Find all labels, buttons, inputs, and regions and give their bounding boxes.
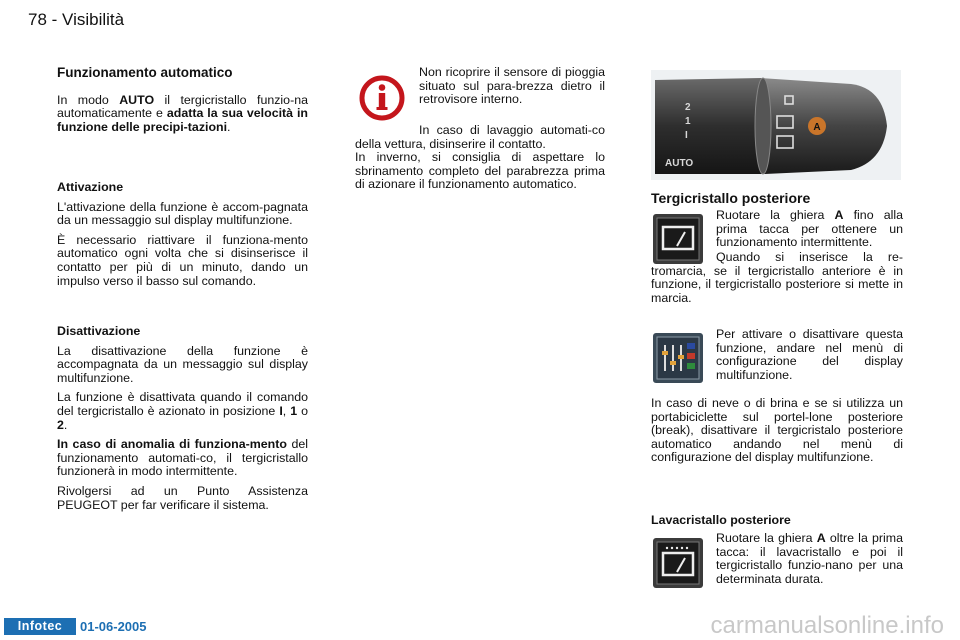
- rear-washer-text: Ruotare la ghiera A oltre la prima tacca: il lavacristallo e poi il tergicristallo funzio-nano per una determinata durata.: [716, 531, 904, 586]
- activation-block: [57, 181, 308, 294]
- deactivation-p4: Rivolgersi ad un Punto Assistenza PEUGEOT per far verificare il sistema.: [57, 483, 308, 512]
- deactivation-p1: La disattivazione della funzione è accompagnata da un messaggio sul display multifunzione.: [57, 343, 308, 385]
- intro-paragraph: In modo AUTO il tergicristallo funzio-na automaticamente e adatta la sua velocità in funzione delle precipi-tazioni.: [57, 92, 309, 134]
- wiper-stalk-image: [651, 70, 901, 180]
- left-column: [57, 66, 308, 140]
- info-icon: [358, 74, 406, 122]
- middle-p2: In caso di lavaggio automati-co della vettura, disinserire il contatto.: [355, 123, 605, 151]
- deactivation-block: [57, 325, 308, 518]
- stalk-label-i: I: [685, 130, 688, 141]
- rear-p1: Ruotare la ghiera A fino alla prima tacca per ottenere un funzionamento intermittente.: [716, 208, 903, 250]
- middle-p1: Non ricoprire il sensore di pioggia situato sul para-brezza dietro il retrovisore interno.: [419, 65, 605, 107]
- config-menu-icon: [653, 333, 703, 383]
- watermark: carmanualsonline.info: [710, 612, 944, 639]
- middle-p3: In inverno, si consiglia di aspettare lo sbrinamento completo del parabrezza prima di azionare il funzionamento automatico.: [355, 150, 605, 192]
- rain-sensor-note: [419, 66, 605, 113]
- page-header: 78 - Visibilità: [28, 10, 125, 29]
- rear-washer-icon: [653, 538, 703, 588]
- snow-note: In caso di neve o di brina e se si utilizza un portabiciclette sul portel-lone posteriore (break), disattivare il tergicristalo posteriore automatico andando nel menù di configurazione del display multifunzione.: [651, 396, 903, 465]
- stalk-label-1: 1: [685, 116, 691, 127]
- deactivation-p2: La funzione è disattivata quando il comando del tergicristallo è azionato in posizione I, 1 o 2.: [57, 390, 308, 432]
- rear-p2: Quando si inserisce la re-tromarcia, se il tergicristallo anteriore è in funzione, il tergicristallo posteriore si mette in marcia.: [651, 250, 903, 305]
- section-title: Visibilità: [62, 10, 125, 29]
- rear-wiper-text: [716, 209, 903, 256]
- stalk-label-auto: AUTO: [665, 158, 694, 169]
- stalk-label-2: 2: [685, 102, 691, 113]
- section-heading: Funzionamento automatico: [57, 65, 233, 80]
- activation-p2: È necessario riattivare il funziona-mento automatico ogni volta che si disinserisce il contatto per più di un minuto, dando un impulso verso il basso sul comando.: [57, 232, 308, 288]
- reverse-gear-note: [651, 251, 903, 311]
- footer-date: 01-06-2005: [80, 619, 147, 634]
- deactivation-p3: In caso di anomalia di funziona-mento del funzionamento automati-co, il tergicristallo funzionerà in modo intermittente.: [57, 437, 308, 479]
- config-text: Per attivare o disattivare questa funzione, andare nel menù di configurazione del display multifunzione.: [716, 327, 903, 382]
- activation-p1: L'attivazione della funzione è accom-pagnata da un messaggio sul display multifunzione.: [57, 199, 308, 228]
- ring-a-marker: A: [813, 122, 821, 133]
- page-number: 78: [28, 10, 47, 29]
- deactivation-title: Disattivazione: [57, 324, 141, 338]
- activation-title: Attivazione: [57, 180, 124, 194]
- winter-note: [355, 151, 605, 198]
- infotec-logo: Infotec: [4, 618, 76, 635]
- rear-wiper-heading: Tergicristallo posteriore: [651, 190, 811, 206]
- rear-washer-heading: Lavacristallo posteriore: [651, 513, 791, 527]
